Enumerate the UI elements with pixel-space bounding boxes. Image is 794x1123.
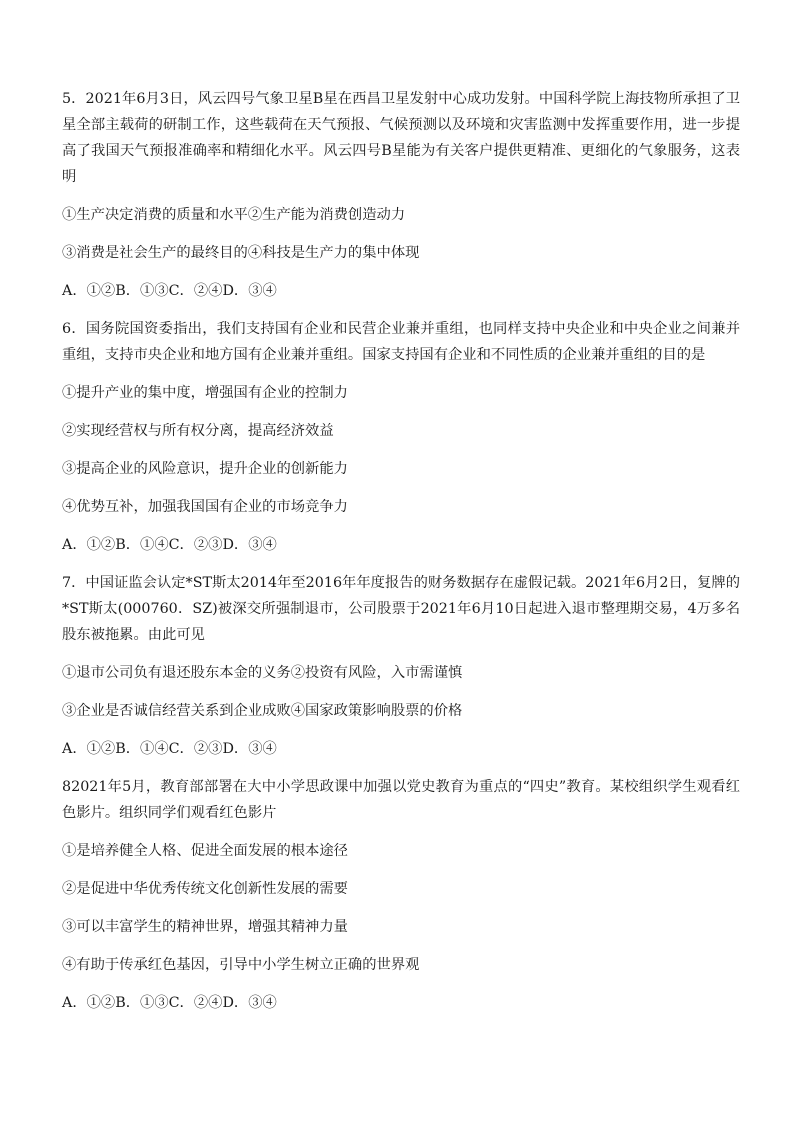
question-stem: 7．中国证监会认定*ST斯太2014年至2016年年度报告的财务数据存在虚假记载。2021年6月2日，复牌的*ST斯太(000760．SZ)被深交所强制退市，公司股票于2021年6月10日起进入退市整理期交易，4万多名股东被拖累。由此可见	[62, 575, 740, 643]
statement-option: ④优势互补，加强我国国有企业的市场竞争力	[62, 499, 348, 515]
statement-option: ①是培养健全人格、促进全面发展的根本途径	[62, 843, 348, 859]
question-5	[62, 86, 740, 304]
answer-choices: A．①②B．①③C．②④D．③④	[62, 283, 277, 299]
question-8	[62, 774, 740, 1016]
question-7	[62, 570, 740, 762]
answer-choices: A．①②B．①④C．②③D．③④	[62, 741, 277, 757]
statement-option: ①生产决定消费的质量和水平②生产能为消费创造动力	[62, 207, 406, 223]
question-6	[62, 316, 740, 558]
answer-choices: A．①②B．①④C．②③D．③④	[62, 537, 277, 553]
statement-option: ③企业是否诚信经营关系到企业成败④国家政策影响股票的价格	[62, 703, 463, 719]
answer-choices: A．①②B．①③C．②④D．③④	[62, 995, 277, 1011]
question-stem: 82021年5月，教育部部署在大中小学思政课中加强以党史教育为重点的“四史”教育。某校组织学生观看红色影片。组织同学们观看红色影片	[62, 779, 740, 821]
statement-option: ①提升产业的集中度，增强国有企业的控制力	[62, 385, 348, 401]
question-stem: 6．国务院国资委指出，我们支持国有企业和民营企业兼并重组，也同样支持中央企业和中央企业之间兼并重组，支持市央企业和地方国有企业兼并重组。国家支持国有企业和不同性质的企业兼并重组的目的是	[62, 321, 740, 363]
statement-option: ②实现经营权与所有权分离，提高经济效益	[62, 423, 334, 439]
statement-option: ③消费是社会生产的最终目的④科技是生产力的集中体现	[62, 245, 420, 261]
statement-option: ④有助于传承红色基因，引导中小学生树立正确的世界观	[62, 957, 420, 973]
question-stem: 5．2021年6月3日，风云四号气象卫星B星在西昌卫星发射中心成功发射。中国科学院上海技物所承担了卫星全部主载荷的研制工作，这些载荷在天气预报、气候预测以及环境和灾害监测中发挥重要作用，进一步提高了我国天气预报准确率和精细化水平。风云四号B星能为有关客户提供更精准、更细化的气象服务，这表明	[62, 91, 740, 185]
statement-option: ①退市公司负有退还股东本金的义务②投资有风险，入市需谨慎	[62, 665, 463, 681]
statement-option: ②是促进中华优秀传统文化创新性发展的需要	[62, 881, 348, 897]
document-page	[62, 86, 740, 1028]
statement-option: ③提高企业的风险意识，提升企业的创新能力	[62, 461, 348, 477]
statement-option: ③可以丰富学生的精神世界，增强其精神力量	[62, 919, 348, 935]
